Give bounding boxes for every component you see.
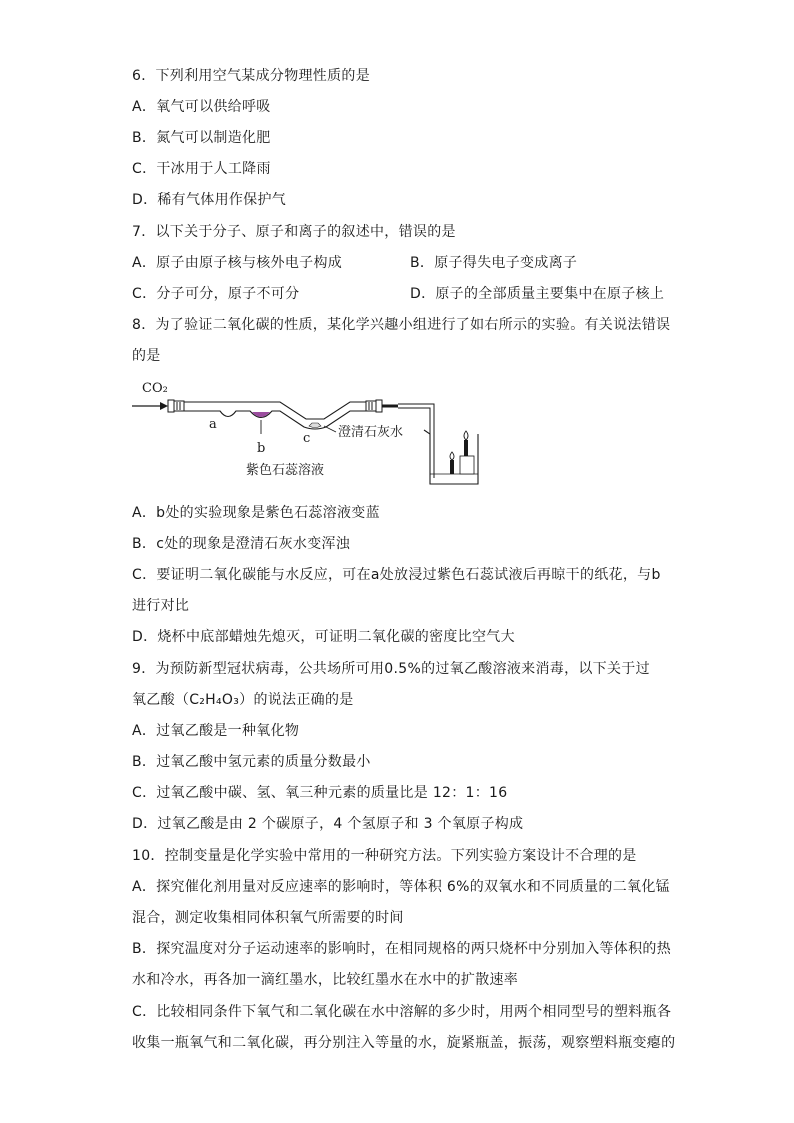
step-stand <box>460 456 474 474</box>
q7-option-d: D．原子的全部质量主要集中在原子核上 <box>410 286 665 302</box>
limewater-leader <box>324 426 336 432</box>
glass-tube-outer <box>398 404 434 478</box>
lower-candle-flame <box>450 452 454 460</box>
q10-option-a-cont: 混合，测定收集相同体积氧气所需要的时间 <box>132 910 404 926</box>
label-c: c <box>303 431 311 446</box>
co2-label: CO₂ <box>142 381 168 396</box>
q8-option-b: B．c处的现象是澄清石灰水变浑浊 <box>132 536 351 552</box>
left-stopper-cap <box>174 401 184 411</box>
right-stopper <box>376 400 382 412</box>
q8-option-d: D．烧杯中底部蜡烛先熄灭，可证明二氧化碳的密度比空气大 <box>132 629 515 645</box>
q6-option-d: D．稀有气体用作保护气 <box>132 192 287 208</box>
upper-candle <box>464 440 468 456</box>
q9-option-c: C．过氧乙酸中碳、氢、氧三种元素的质量比是 12：1：16 <box>132 785 508 801</box>
q9-stem-line1: 9．为预防新型冠状病毒，公共场所可用0.5%的过氧乙酸溶液来消毒，以下关于过 <box>132 661 650 677</box>
label-litmus: 紫色石蕊溶液 <box>246 463 325 478</box>
q6-stem: 6．下列利用空气某成分物理性质的是 <box>132 68 371 84</box>
right-stopper-cap <box>366 401 376 411</box>
glass-tube-inner <box>398 408 430 478</box>
upper-candle-flame <box>464 431 468 440</box>
label-limewater: 澄清石灰水 <box>338 425 404 440</box>
q8-option-c-cont: 进行对比 <box>132 598 190 614</box>
q10-option-c-cont: 收集一瓶氧气和二氧化碳，再分别注入等量的水，旋紧瓶盖，振荡，观察塑料瓶变瘪的 <box>132 1035 676 1051</box>
q8-stem-line1: 8．为了验证二氧化碳的性质，某化学兴趣小组进行了如右所示的实验。有关说法错误 <box>132 317 671 333</box>
q6-option-b: B．氮气可以制造化肥 <box>132 130 271 146</box>
q6-option-a: A．氧气可以供给呼吸 <box>132 99 271 115</box>
left-stopper <box>168 400 174 412</box>
q7-option-b: B．原子得失电子变成离子 <box>410 255 578 271</box>
q8-option-c: C．要证明二氧化碳能与水反应，可在a处放浸过紫色石蕊试液后再晾干的纸花，与b <box>132 567 661 583</box>
label-b: b <box>257 441 266 456</box>
litmus-solution <box>252 412 270 417</box>
q10-option-c: C．比较相同条件下氧气和二氧化碳在水中溶解的多少时，用两个相同型号的塑料瓶各 <box>132 1004 672 1020</box>
q9-option-a: A．过氧乙酸是一种氧化物 <box>132 723 300 739</box>
q9-option-d: D．过氧乙酸是由 2 个碳原子，4 个氢原子和 3 个氧原子构成 <box>132 816 524 832</box>
q6-option-c: C．干冰用于人工降雨 <box>132 161 271 177</box>
q8-stem-line2: 的是 <box>132 348 161 364</box>
q7-option-c: C．分子可分，原子不可分 <box>132 286 300 302</box>
q9-stem-line2: 氧乙酸（C₂H₄O₃）的说法正确的是 <box>132 692 354 708</box>
co2-arrowhead <box>160 402 168 410</box>
q7-option-a: A．原子由原子核与核外电子构成 <box>132 255 343 271</box>
limewater-solution <box>309 423 321 428</box>
co2-apparatus-figure <box>128 374 488 492</box>
q10-option-b-cont: 水和冷水，再各加一滴红墨水，比较红墨水在水中的扩散速率 <box>132 972 519 988</box>
q9-option-b: B．过氧乙酸中氢元素的质量分数最小 <box>132 754 371 770</box>
q10-option-a: A．探究催化剂用量对反应速率的影响时，等体积 6%的双氧水和不同质量的二氧化锰 <box>132 879 670 895</box>
q8-option-a: A．b处的实验现象是紫色石蕊溶液变蓝 <box>132 505 380 521</box>
q7-stem: 7．以下关于分子、原子和离子的叙述中，错误的是 <box>132 224 456 240</box>
q10-option-b: B．探究温度对分子运动速率的影响时，在相同规格的两只烧杯中分别加入等体积的热 <box>132 941 672 957</box>
lower-candle <box>450 460 454 474</box>
q10-stem: 10．控制变量是化学实验中常用的一种研究方法。下列实验方案设计不合理的是 <box>132 848 637 864</box>
label-a: a <box>209 417 217 432</box>
